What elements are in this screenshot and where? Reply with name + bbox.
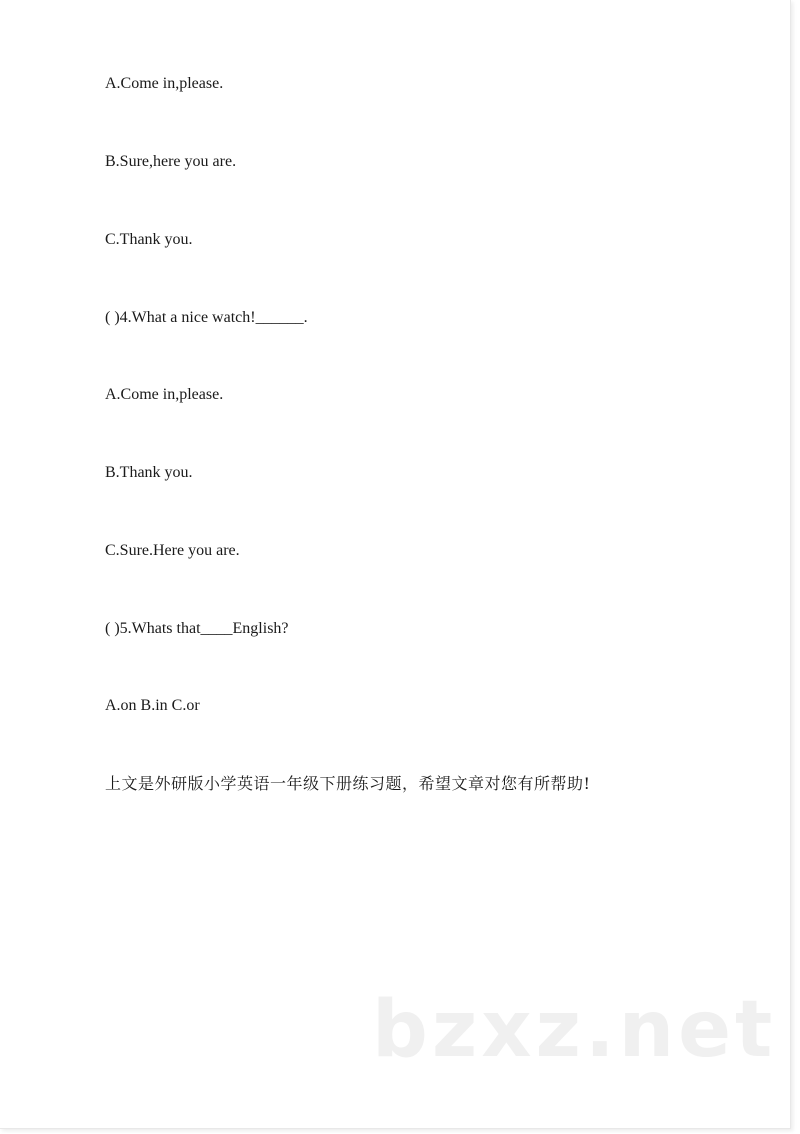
closing-remark: 上文是外研版小学英语一年级下册练习题，希望文章对您有所帮助! [105,774,591,793]
option-line-6: C.Sure.Here you are. [105,542,240,559]
option-line-3: C.Thank you. [105,231,193,248]
option-line-2: B.Sure,here you are. [105,153,237,170]
question-4: ( )4.What a nice watch!______. [105,309,308,326]
option-line-1: A.Come in,please. [105,75,224,92]
question-5: ( )5.Whats that____English? [105,620,289,637]
watermark-logo: bzxz.net [372,985,777,1075]
option-line-4: A.Come in,please. [105,386,224,403]
option-line-5: B.Thank you. [105,464,193,481]
option-line-7: A.on B.in C.or [105,697,200,714]
